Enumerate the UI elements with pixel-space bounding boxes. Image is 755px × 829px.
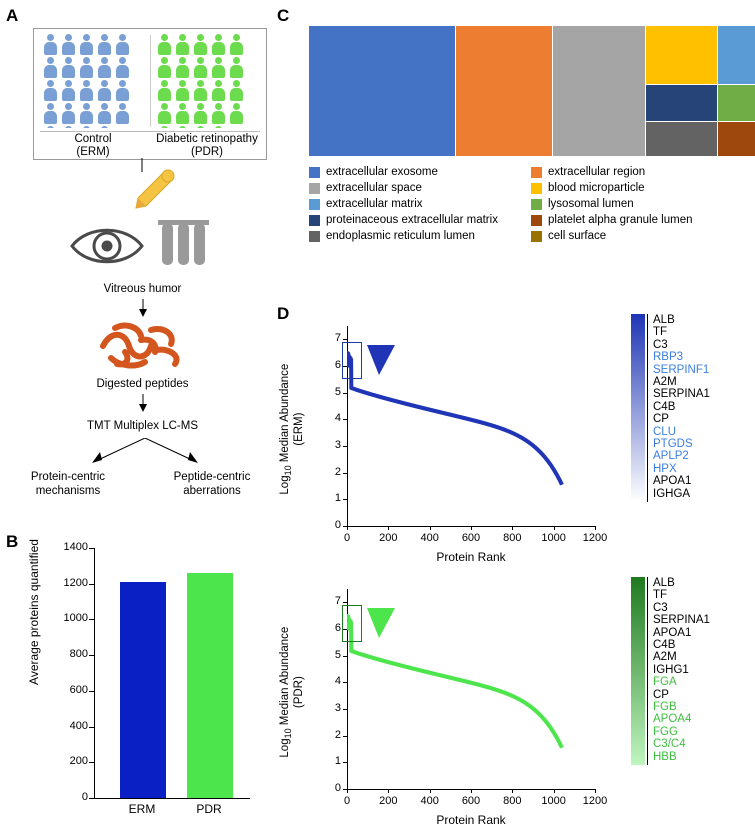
- d-protein-label: SERPINA1: [653, 614, 710, 627]
- d-x-tick-label: 1200: [582, 795, 608, 807]
- b-y-tick: [89, 691, 94, 692]
- cohort-divider: [150, 35, 151, 127]
- legend-label: endoplasmic reticulum lumen: [326, 230, 475, 242]
- legend-swatch: [531, 199, 542, 210]
- d-x-axis-label: Protein Rank: [436, 813, 506, 827]
- cohort-hrule: [40, 131, 260, 132]
- test-tubes-icon: [158, 220, 209, 265]
- legend-row: [309, 198, 755, 210]
- person-icon: [157, 102, 173, 125]
- legend-row: [309, 214, 755, 226]
- d-protein-list: [653, 314, 710, 500]
- person-icon: [79, 79, 95, 102]
- d-protein-label: APLP2: [653, 450, 689, 463]
- person-icon: [211, 125, 227, 128]
- d-protein-label: CLU: [653, 425, 677, 438]
- legend-swatch: [531, 183, 542, 194]
- control-label-line1: Control: [74, 133, 112, 145]
- person-icon: [193, 33, 209, 56]
- treemap-tile: [553, 26, 645, 156]
- d-y-tick-label: 4: [334, 675, 341, 688]
- d-protein-label: C4B: [653, 639, 676, 652]
- legend-label: extracellular exosome: [326, 166, 438, 178]
- treemap-tile: [646, 122, 717, 156]
- d-protein-label: C3/C4: [653, 738, 686, 751]
- person-icon: [211, 56, 227, 79]
- legend-swatch: [309, 183, 320, 194]
- legend-item: [531, 166, 645, 178]
- d-x-tick-label: 600: [461, 795, 481, 807]
- person-icon: [193, 79, 209, 102]
- d-list-axis: [647, 314, 648, 502]
- outcome-protein-centric: [12, 470, 124, 498]
- legend-swatch: [531, 215, 542, 226]
- eye-icon: [72, 230, 142, 262]
- d-protein-label: ALB: [653, 577, 675, 589]
- person-icon: [43, 79, 59, 102]
- person-icon: [211, 102, 227, 125]
- b-y-tick-label: 1000: [63, 612, 88, 625]
- d-protein-label: APOA1: [653, 475, 692, 488]
- legend-label: proteinaceous extracellular matrix: [326, 214, 498, 226]
- cohort-box: [33, 28, 267, 160]
- person-icon: [229, 102, 245, 125]
- rank-plot-pdr: [278, 575, 755, 827]
- d-protein-label: A2M: [653, 651, 677, 664]
- outcome-left-line2: mechanisms: [35, 485, 101, 497]
- person-icon: [61, 125, 77, 128]
- legend-row: [309, 182, 755, 194]
- b-y-tick: [89, 548, 94, 549]
- person-icon: [79, 33, 95, 56]
- person-icon: [211, 33, 227, 56]
- d-protein-label: CP: [653, 688, 669, 701]
- legend-swatch: [309, 215, 320, 226]
- b-y-tick: [89, 798, 94, 799]
- person-icon: [175, 79, 191, 102]
- person-icon: [175, 102, 191, 125]
- d-y-tick-label: 1: [334, 755, 341, 768]
- d-abundance-gradient-bar: [631, 577, 645, 765]
- panel-c: [277, 0, 755, 290]
- outcome-right-line1: Peptide-centric: [173, 471, 251, 483]
- panel-d: [277, 290, 755, 829]
- legend-label: platelet alpha granule lumen: [548, 214, 693, 226]
- d-x-tick-label: 1200: [582, 532, 608, 544]
- flow-arrow-3: [135, 394, 151, 412]
- treemap-tile: [456, 26, 552, 156]
- panel-a-letter: A: [6, 6, 19, 25]
- person-icon: [79, 102, 95, 125]
- d-protein-label: FGB: [653, 701, 677, 714]
- pdr-label-line2: (PDR): [191, 146, 223, 158]
- d-y-axis-label: Log$_{10}$ Median Abundance (ERM): [278, 363, 306, 495]
- d-x-tick-label: 200: [379, 532, 398, 544]
- panel-b: [0, 530, 285, 829]
- d-x-tick: [595, 789, 596, 793]
- legend-label: blood microparticle: [548, 182, 645, 194]
- d-y-axis-label: Log$_{10}$ Median Abundance (PDR): [278, 626, 306, 758]
- d-zoom-triangle: [365, 604, 405, 644]
- legend-swatch: [309, 231, 320, 242]
- d-protein-label: A2M: [653, 376, 677, 389]
- treemap-tile: [646, 85, 717, 121]
- d-protein-list: [653, 577, 710, 763]
- person-icon: [115, 79, 131, 102]
- d-y-tick-label: 3: [334, 702, 341, 714]
- b-y-tick-label: 1400: [63, 541, 88, 553]
- person-icon: [193, 102, 209, 125]
- person-icon: [97, 79, 113, 102]
- d-protein-label: C4B: [653, 400, 676, 413]
- pdr-label: [152, 133, 262, 159]
- person-icon: [193, 56, 209, 79]
- legend-item: [531, 198, 634, 210]
- person-icon: [61, 56, 77, 79]
- caption-tmt: TMT Multiplex LC-MS: [87, 420, 198, 432]
- b-y-axis-label: Average proteins quantified: [27, 539, 41, 685]
- d-x-axis-label: Protein Rank: [436, 550, 506, 564]
- b-y-tick-label: 0: [81, 791, 88, 803]
- d-protein-label: HBB: [653, 750, 677, 763]
- control-cohort-icons: [42, 33, 146, 128]
- person-icon: [97, 33, 113, 56]
- d-x-tick: [595, 526, 596, 530]
- treemap-legend: [309, 166, 755, 246]
- person-icon: [79, 125, 95, 128]
- panel-c-letter: C: [277, 6, 290, 25]
- pdr-cohort-icons: [156, 33, 260, 128]
- d-protein-label: TF: [653, 589, 668, 602]
- person-icon: [61, 79, 77, 102]
- legend-item: [531, 214, 693, 226]
- person-icon: [193, 125, 209, 128]
- legend-swatch: [531, 231, 542, 242]
- d-y-tick-label: 7: [334, 595, 341, 608]
- person-icon: [43, 56, 59, 79]
- person-icon: [157, 79, 173, 102]
- pdr-label-line1: Diabetic retinopathy: [156, 133, 258, 145]
- b-y-tick: [89, 619, 94, 620]
- d-y-tick-label: 2: [334, 465, 341, 478]
- legend-label: lysosomal lumen: [548, 198, 634, 210]
- outcome-right-line2: aberrations: [183, 485, 241, 497]
- d-x-tick-label: 200: [379, 795, 398, 807]
- legend-row: [309, 166, 755, 178]
- d-protein-label: SERPINF1: [653, 363, 710, 376]
- person-icon: [43, 102, 59, 125]
- b-bars: [95, 548, 250, 798]
- d-zoom-triangle: [365, 341, 405, 381]
- person-icon: [157, 56, 173, 79]
- d-protein-label: IGHGA: [653, 487, 691, 500]
- treemap-tile: [646, 26, 717, 84]
- b-y-tick: [89, 655, 94, 656]
- d-x-tick-label: 600: [461, 532, 481, 544]
- digested-peptides-graphic: [95, 320, 195, 372]
- legend-row: [309, 230, 755, 242]
- legend-swatch: [531, 167, 542, 178]
- person-icon: [229, 56, 245, 79]
- d-inset-box: [342, 342, 362, 379]
- b-x-axis: [94, 798, 250, 799]
- b-y-tick: [89, 762, 94, 763]
- treemap-tile: [718, 122, 755, 156]
- person-icon: [79, 56, 95, 79]
- panel-a: [0, 0, 285, 530]
- legend-label: extracellular region: [548, 166, 646, 178]
- panel-d-letter: D: [277, 304, 290, 323]
- rank-plot-erm: [278, 312, 755, 564]
- legend-swatch: [309, 199, 320, 210]
- legend-item: [531, 182, 645, 194]
- caption-digested-peptides: Digested peptides: [96, 378, 189, 390]
- b-y-tick: [89, 584, 94, 585]
- d-y-tick-label: 1: [334, 492, 341, 505]
- b-y-tick-label: 800: [69, 648, 88, 661]
- b-y-tick: [89, 727, 94, 728]
- d-x-tick-label: 0: [343, 795, 351, 807]
- b-x-label-pdr: PDR: [196, 802, 222, 816]
- d-y-tick-label: 4: [334, 412, 341, 425]
- d-abundance-gradient-bar: [631, 314, 645, 502]
- d-y-tick-label: 0: [334, 782, 341, 794]
- d-protein-label: PTGDS: [653, 438, 693, 451]
- person-icon: [115, 33, 131, 56]
- treemap-tile: [309, 26, 455, 156]
- person-icon: [175, 125, 191, 128]
- person-icon: [157, 33, 173, 56]
- treemap-tile: [718, 85, 755, 121]
- person-icon: [43, 125, 59, 128]
- flow-arrow-1: [120, 158, 180, 220]
- legend-item: [309, 214, 531, 226]
- d-y-tick-label: 7: [334, 332, 341, 345]
- legend-item: [309, 182, 531, 194]
- outcome-left-line1: Protein-centric: [30, 471, 106, 483]
- legend-item: [531, 230, 606, 242]
- d-y-tick-label: 5: [334, 648, 341, 661]
- person-icon: [175, 33, 191, 56]
- d-inset-box: [342, 605, 362, 642]
- legend-item: [309, 230, 531, 242]
- legend-swatch: [309, 167, 320, 178]
- b-y-tick-label: 400: [69, 719, 88, 732]
- treemap-chart: [309, 26, 755, 156]
- person-icon: [97, 125, 113, 128]
- flow-arrow-2: [135, 299, 151, 317]
- panel-b-letter: B: [6, 532, 19, 551]
- d-protein-label: ALB: [653, 314, 675, 326]
- d-protein-label: IGHG1: [653, 663, 689, 676]
- d-x-tick-label: 400: [420, 795, 439, 807]
- b-x-label-erm: ERM: [128, 802, 156, 816]
- caption-vitreous-humor: Vitreous humor: [103, 283, 182, 295]
- person-icon: [229, 79, 245, 102]
- d-x-tick-label: 0: [343, 532, 351, 544]
- person-icon: [115, 56, 131, 79]
- person-icon: [175, 56, 191, 79]
- d-x-tick-label: 800: [503, 795, 522, 807]
- d-protein-label: RBP3: [653, 351, 684, 364]
- d-y-tick-label: 3: [334, 439, 341, 451]
- d-protein-label: C3: [653, 601, 668, 614]
- d-y-tick-label: 0: [334, 519, 341, 531]
- d-x-tick-label: 1000: [541, 795, 566, 807]
- person-icon: [97, 102, 113, 125]
- d-y-tick-label: 5: [334, 385, 341, 398]
- d-x-tick-label: 800: [503, 532, 522, 544]
- legend-label: extracellular matrix: [326, 198, 423, 210]
- b-bar-erm: [120, 582, 166, 798]
- control-label-line2: (ERM): [76, 146, 110, 158]
- person-icon: [229, 33, 245, 56]
- d-protein-label: APOA1: [653, 626, 692, 639]
- b-y-tick-label: 200: [69, 755, 88, 768]
- legend-label: extracellular space: [326, 182, 422, 194]
- person-icon: [61, 33, 77, 56]
- d-protein-label: CP: [653, 413, 669, 426]
- person-icon: [43, 33, 59, 56]
- d-protein-label: SERPINA1: [653, 388, 710, 401]
- d-list-axis: [647, 577, 648, 765]
- d-protein-label: C3: [653, 338, 668, 351]
- treemap-tile: [718, 26, 755, 84]
- outcome-peptide-centric: [152, 470, 272, 498]
- d-protein-label: FGA: [653, 676, 677, 689]
- control-label: [38, 133, 148, 159]
- legend-item: [309, 166, 531, 178]
- person-icon: [157, 125, 173, 128]
- legend-label: cell surface: [548, 230, 607, 242]
- d-y-tick-label: 6: [334, 622, 341, 634]
- d-protein-label: APOA4: [653, 713, 692, 726]
- b-y-tick-label: 600: [69, 683, 88, 696]
- person-icon: [211, 79, 227, 102]
- d-protein-label: HPX: [653, 462, 677, 475]
- legend-item: [309, 198, 531, 210]
- flow-arrow-split: [60, 438, 230, 468]
- eye-and-tubes-graphic: [68, 215, 218, 277]
- d-protein-label: TF: [653, 326, 668, 339]
- d-protein-label: FGG: [653, 725, 678, 738]
- person-icon: [97, 56, 113, 79]
- person-icon: [115, 102, 131, 125]
- d-y-tick-label: 2: [334, 728, 341, 741]
- person-icon: [61, 102, 77, 125]
- d-x-tick-label: 400: [420, 532, 439, 544]
- d-x-tick-label: 1000: [541, 532, 566, 544]
- d-y-tick-label: 6: [334, 359, 341, 371]
- b-y-tick-label: 1200: [63, 576, 88, 589]
- b-bar-pdr: [187, 573, 233, 798]
